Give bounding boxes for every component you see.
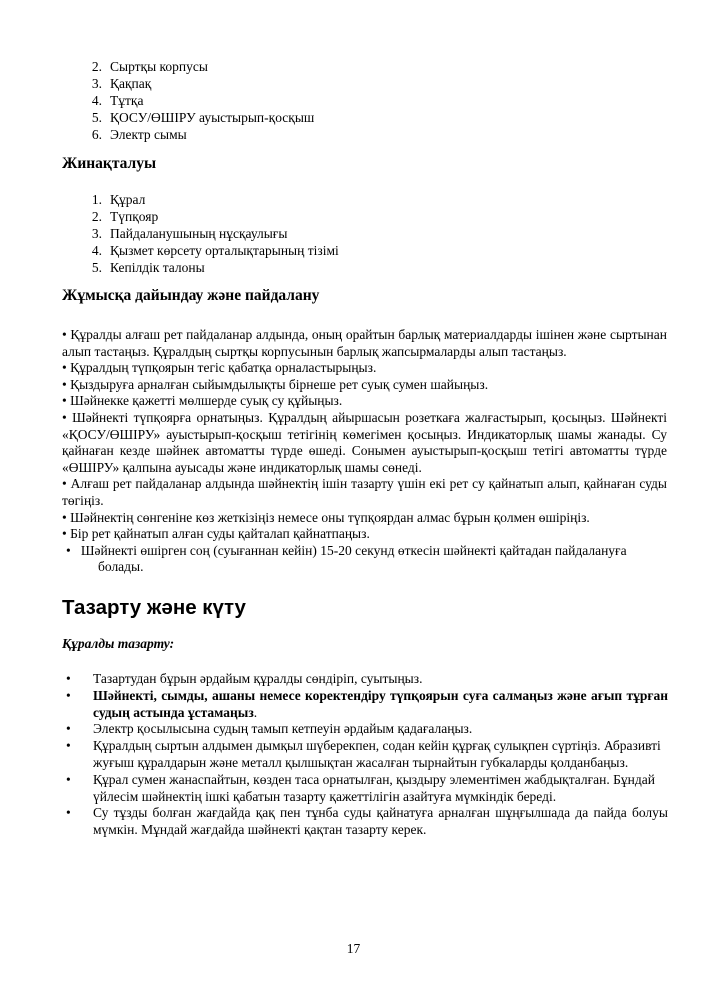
list-item: • Электр қосылысына судың тамып кетпеуін әрдайым қадағалаңыз. [66, 721, 473, 737]
care-subheading: Құралды тазарту: [62, 636, 175, 651]
list-item: • Су тұзды болған жағдайда қақ пен тұнба суды қайнатуға арналған шұңғылшада да пайда болуы мүмкін. Мұндай жағдайда шәйнекті қақтан тазарту керек. [66, 805, 668, 838]
bullet-icon: • [66, 805, 71, 821]
list-item: • Құралдың сыртын алдымен дымқыл шүберекпен, содан кейін құрғақ сулықпен сүртіңіз. Абразивті жуғыш құралдарын және металл қылшықтан жасалған тырнайтын губкаларды қолданбаңыз. [66, 738, 661, 770]
bullet-icon: • [66, 671, 71, 686]
list-item: 1. Құрал [91, 192, 146, 207]
care-heading: Тазарту және күту [62, 596, 246, 619]
bullet-icon: • [62, 376, 67, 392]
list-item: • Алғаш рет пайдаланар алдында шәйнектің ішін тазарту үшін екі рет су қайнатып алып, қайнаған суды төгіңіз. [62, 476, 667, 508]
parts-list [80, 58, 314, 143]
bullet-icon: • [62, 409, 67, 425]
list-item: 2. Сыртқы корпусы [91, 59, 208, 74]
list-item: • Шәйнекті түпқоярға орнатыңыз. Құралдың айыршасын розеткаға жалғастырып, қосыңыз. Шәйнекті «ҚОСУ/ӨШІРУ» ауыстырып-қосқыш тетігінің көмегімен қосыңыз. Индикаторлық шамы жанады. Су қайнаған кезде шәйнек автоматты түрде өшеді. Сонымен ауыстырып-қосқыш тетігі автоматты түрде «ӨШІРУ» қалпына ауысады және индикаторлық шамы сөнеді. [62, 409, 668, 475]
list-item: • Қыздыруға арналған сыйымдылықты бірнеше рет суық сумен шайыңыз. [62, 376, 489, 392]
bullet-icon: • [66, 687, 71, 703]
list-item: • Шәйнекті өшірген соң (суығаннан кейін) 15-20 секунд өткесін шәйнекті қайтадан пайдалануға болады. [66, 542, 627, 575]
list-item: • Құрал сумен жанаспайтын, көзден таса орнатылған, қыздыру элементімен жабдықталған. Бұндай үйлесім шәйнектің ішкі қабатын тазарту қажеттілігін азайтуға мүмкіндік береді. [66, 771, 655, 804]
list-item: • Құралдың түпқоярын тегіс қабатқа орналастырыңыз. [62, 360, 377, 376]
bullet-icon: • [66, 542, 71, 558]
bullet-icon: • [62, 393, 67, 409]
bullet-icon: • [62, 509, 67, 525]
bullet-icon: • [66, 771, 71, 787]
list-item: 2. Түпқояр [91, 209, 159, 224]
bullet-icon: • [66, 738, 71, 754]
list-item: 4. Тұтқа [91, 93, 144, 108]
list-item: • Шәйнекке қажетті мөлшерде суық су құйыңыз. [62, 393, 343, 409]
bullet-icon: • [66, 721, 71, 737]
bullet-icon: • [62, 526, 67, 542]
prep-heading: Жұмысқа дайындау және пайдалану [62, 287, 320, 304]
list-item: • Тазартудан бұрын әрдайым құралды сөндіріп, суытыңыз. [66, 671, 423, 686]
prep-bullet-list [62, 327, 667, 576]
page-number: 17 [346, 941, 361, 956]
kit-heading: Жинақталуы [62, 155, 157, 172]
list-item: • Шәйнектің сөнгеніне көз жеткізіңіз немесе оны түпқоярдан алмас бұрын қолмен өшіріңіз. [62, 509, 590, 525]
list-item: • Шәйнекті, сымды, ашаны немесе коректендіру түпқоярын суға салмаңыз және ағып тұрған судың астында ұстамаңыз. [66, 687, 668, 720]
list-item: 5. Кепілдік талоны [91, 260, 205, 275]
bullet-icon: • [62, 327, 67, 342]
list-item: • Құралды алғаш рет пайдаланар алдында, оның орайтын барлық материалдарды ішінен және сыртынан алып тастаңыз. Құралдың сыртқы корпусынын барлық жапсырмаларды алып тастаңыз. [62, 327, 667, 359]
list-item: 3. Қақпақ [91, 76, 152, 91]
list-item: 5. ҚОСУ/ӨШІРУ ауыстырып-қосқыш [91, 110, 315, 125]
care-bullet-list [66, 671, 668, 839]
bullet-icon: • [62, 476, 67, 492]
list-item: • Бір рет қайнатып алған суды қайталап қайнатпаңыз. [62, 526, 370, 542]
list-item: 3. Пайдаланушының нұсқаулығы [91, 226, 288, 241]
list-item: 6. Электр сымы [91, 127, 187, 142]
list-item: 4. Қызмет көрсету орталықтарының тізімі [91, 243, 339, 258]
bullet-icon: • [62, 360, 67, 376]
kit-list [80, 191, 339, 276]
